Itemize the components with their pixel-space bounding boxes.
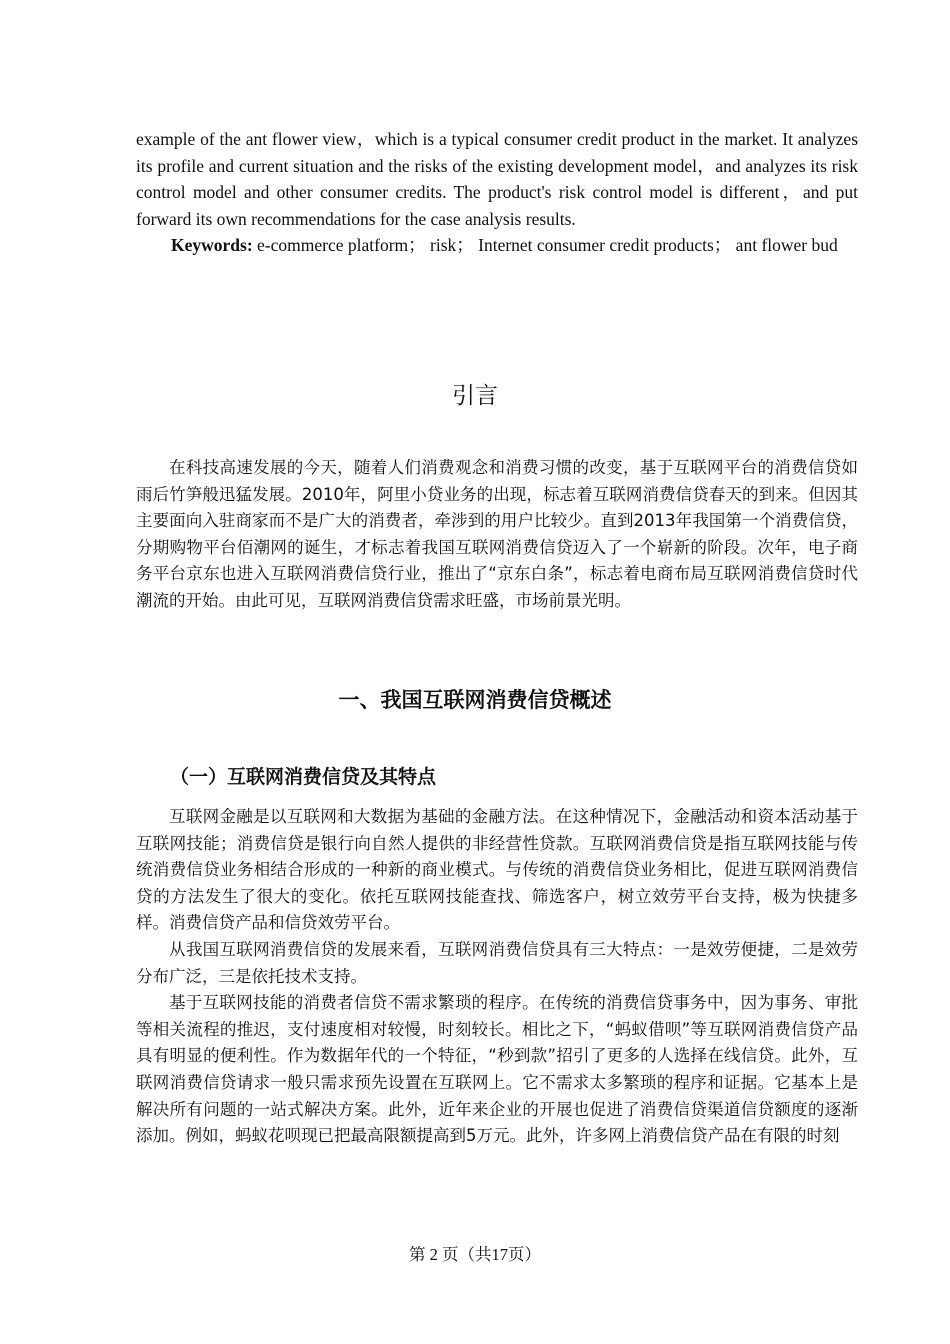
section-body: [136, 804, 858, 1150]
keywords-label: Keywords:: [171, 235, 253, 255]
intro-paragraph: 在科技高速发展的今天，随着人们消费观念和消费习惯的改变，基于互联网平台的消费信贷如雨后竹笋般迅猛发展。2010年，阿里小贷业务的出现，标志着互联网消费信贷春天的到来。但因其主要面向入驻商家而不是广大的消费者，牵涉到的用户比较少。直到2013年我国第一个消费信贷，分期购物平台佰潮网的诞生，才标志着我国互联网消费信贷迈入了一个崭新的阶段。次年，电子商务平台京东也进入互联网消费信贷行业，推出了“京东白条”，标志着电商布局互联网消费信贷时代潮流的开始。由此可见，互联网消费信贷需求旺盛，市场前景光明。: [136, 458, 858, 610]
body-paragraph: 从我国互联网消费信贷的发展来看，互联网消费信贷具有三大特点：一是效劳便捷，二是效劳分布广泛，三是依托技术支持。: [136, 939, 858, 986]
body-paragraph: 基于互联网技能的消费者信贷不需求繁琐的程序。在传统的消费信贷事务中，因为事务、审批等相关流程的推迟，支付速度相对较慢，时刻较长。相比之下，“蚂蚁借呗”等互联网消费信贷产品具有明显的便利性。作为数据年代的一个特征，“秒到款”招引了更多的人选择在线信贷。此外，互联网消费信贷请求一般只需求预先设置在互联网上。它不需求太多繁琐的程序和证据。它基本上是解决所有问题的一站式解决方案。此外，近年来企业的开展也促进了消费信贷渠道信贷额度的逐渐添加。例如，蚂蚁花呗现已把最高限额提高到5万元。此外，许多网上消费信贷产品在有限的时刻: [136, 993, 858, 1146]
keywords-text: e-commerce platform； risk； Internet consumer credit products； ant flower bud: [252, 235, 838, 255]
intro-heading: 引言: [452, 383, 498, 409]
subsection-heading: （一）互联网消费信贷及其特点: [170, 766, 437, 788]
abstract-english: [136, 126, 858, 259]
abstract-paragraph: example of the ant flower view，which is a typical consumer credit product in the market. It analyzes its profile and current situation and the risks of the existing development model，and analyzes its risk control model and other consumer credits. The product's risk control model is different，and put forward its own recommendations for the case analysis results.: [136, 129, 858, 229]
keywords-line: [136, 232, 858, 259]
section-heading: 一、我国互联网消费信贷概述: [338, 688, 612, 712]
page-footer: 第 2 页（共17页）: [409, 1245, 541, 1264]
body-paragraph: 互联网金融是以互联网和大数据为基础的金融方法。在这种情况下，金融活动和资本活动基于互联网技能；消费信贷是银行向自然人提供的非经营性贷款。互联网消费信贷是指互联网技能与传统消费信贷业务相结合形成的一种新的商业模式。与传统的消费信贷业务相比，促进互联网消费信贷的方法发生了很大的变化。依托互联网技能查找、筛选客户，树立效劳平台支持，极为快捷多样。消费信贷产品和信贷效劳平台。: [136, 807, 858, 933]
